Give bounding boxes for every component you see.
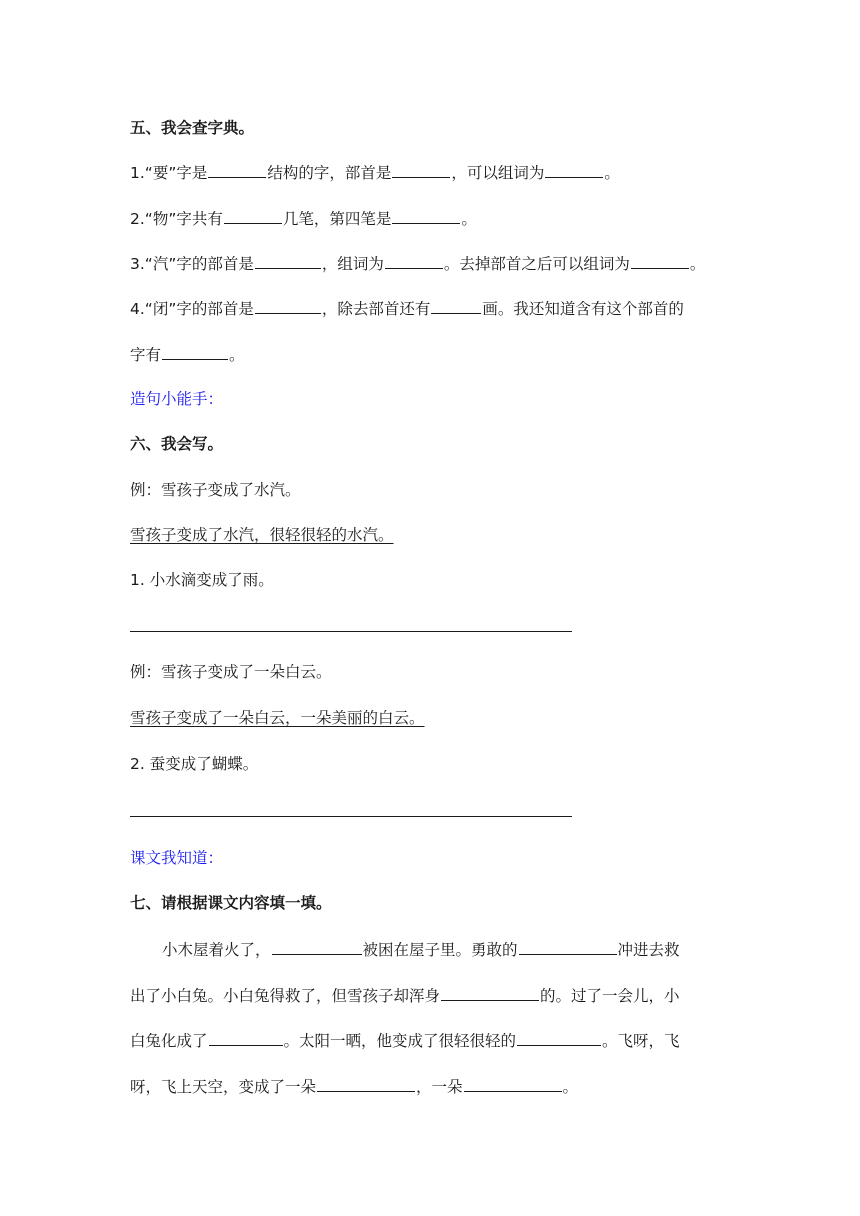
passage-blank-7[interactable]	[464, 1075, 562, 1092]
passage-2-b: 的。过了一会儿，小	[540, 987, 680, 1005]
q5-3-text-c: 。去掉部首之后可以组词为	[443, 255, 630, 273]
q5-4-text-b: ，除去部首还有	[321, 300, 431, 318]
q5-3-text-d: 。	[689, 255, 706, 273]
example-2-answer	[130, 707, 730, 729]
passage-blank-4[interactable]	[209, 1029, 283, 1046]
q5-4-blank-1[interactable]	[255, 297, 321, 314]
passage-2-a: 出了小白兔。小白兔得救了，但雪孩子却浑身	[130, 987, 441, 1005]
section-7-title: 七、请根据课文内容填一填。	[130, 894, 332, 912]
question-5-1	[130, 161, 730, 184]
q5-3-blank-2[interactable]	[385, 252, 443, 269]
q5-2-blank-1[interactable]	[224, 207, 282, 224]
example-1-answer	[130, 524, 730, 546]
q5-1-text-a: 1.“要”字是	[130, 164, 208, 182]
q5-1-text-c: ，可以组词为	[451, 164, 545, 182]
example-1: 例：雪孩子变成了水汽。	[130, 481, 301, 499]
q5-4-text-d: 字有	[130, 346, 162, 364]
q5-4-text-c: 画。我还知道含有这个部首的	[482, 300, 684, 318]
heading-sentence-making: 造句小能手：	[130, 390, 224, 408]
q5-4-text-a: 4.“闭”字的部首是	[130, 300, 254, 318]
passage-1-c: 冲进去救	[617, 941, 680, 959]
q5-2-blank-2[interactable]	[392, 207, 460, 224]
exercise-6-2: 2. 蚕变成了蝴蝶。	[130, 755, 259, 773]
passage-3-b: 。太阳一晒，他变成了很轻很轻的	[283, 1032, 517, 1050]
example-2: 例：雪孩子变成了一朵白云。	[130, 663, 332, 681]
passage-1-b: 被困在屋子里。勇敢的	[362, 941, 518, 959]
q5-2-text-c: 。	[461, 210, 477, 228]
section-5-title: 五、我会查字典。	[130, 119, 255, 137]
answer-line-6-1[interactable]	[130, 631, 572, 632]
q5-3-blank-3[interactable]	[631, 252, 689, 269]
passage-line-4	[130, 1075, 730, 1098]
exercise-6-1: 1. 小水滴变成了雨。	[130, 571, 274, 589]
question-5-4	[130, 297, 730, 320]
question-5-3	[130, 252, 730, 275]
question-5-2	[130, 207, 730, 230]
question-5-4-cont	[130, 343, 730, 366]
passage-blank-3[interactable]	[441, 984, 539, 1001]
q5-4-text-e: 。	[229, 346, 245, 364]
q5-2-text-a: 2.“物”字共有	[130, 210, 223, 228]
q5-1-text-b: 结构的字，部首是	[267, 164, 392, 182]
q5-3-text-b: ，组词为	[321, 255, 384, 273]
passage-line-1	[130, 938, 730, 961]
q5-1-blank-1[interactable]	[208, 161, 266, 178]
q5-4-blank-2[interactable]	[431, 297, 481, 314]
section-6-title: 六、我会写。	[130, 435, 224, 453]
q5-1-blank-2[interactable]	[392, 161, 450, 178]
q5-1-text-d: 。	[604, 164, 620, 182]
passage-4-c: 。	[562, 1078, 579, 1096]
passage-4-a: 呀，飞上天空，变成了一朵	[130, 1078, 317, 1096]
answer-line-6-2[interactable]	[130, 816, 572, 817]
q5-4-blank-3[interactable]	[162, 343, 228, 360]
q5-3-blank-1[interactable]	[255, 252, 321, 269]
example-2-answer-text: 雪孩子变成了一朵白云，一朵美丽的白云。	[130, 709, 425, 727]
example-1-answer-text: 雪孩子变成了水汽，很轻很轻的水汽。	[130, 526, 394, 544]
passage-blank-2[interactable]	[519, 938, 617, 955]
passage-4-b: ，一朵	[416, 1078, 463, 1096]
heading-text-knowledge: 课文我知道：	[130, 849, 224, 867]
passage-blank-5[interactable]	[517, 1029, 601, 1046]
passage-3-c: 。飞呀，飞	[602, 1032, 680, 1050]
passage-blank-6[interactable]	[317, 1075, 415, 1092]
q5-1-blank-3[interactable]	[545, 161, 603, 178]
q5-3-text-a: 3.“汽”字的部首是	[130, 255, 254, 273]
passage-3-a: 白兔化成了	[130, 1032, 208, 1050]
passage-line-2	[130, 984, 730, 1007]
q5-2-text-b: 几笔，第四笔是	[282, 210, 392, 228]
passage-line-3	[130, 1029, 730, 1052]
passage-blank-1[interactable]	[272, 938, 362, 955]
passage-1-a: 小木屋着火了，	[162, 941, 271, 959]
